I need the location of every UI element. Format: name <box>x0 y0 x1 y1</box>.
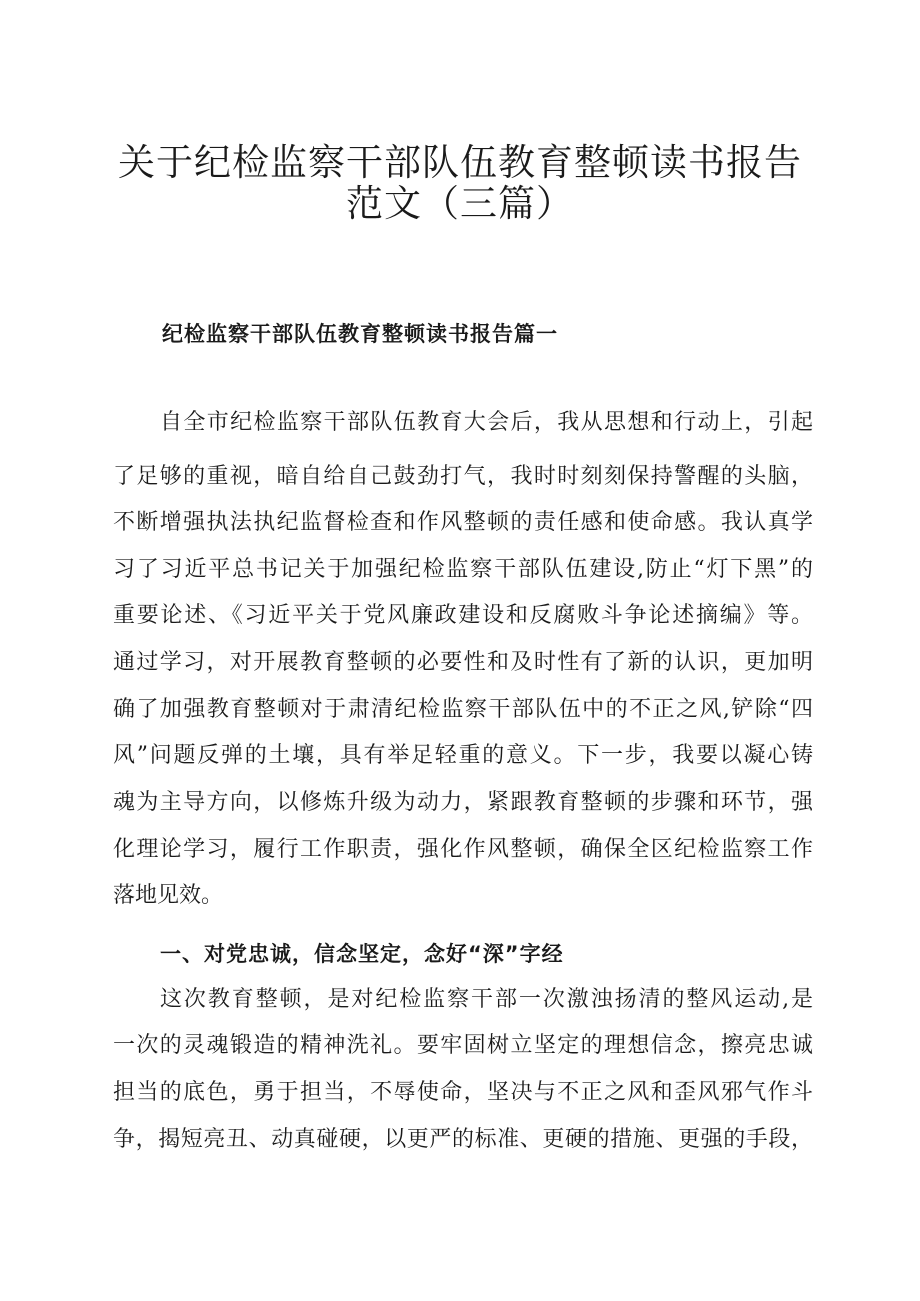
paragraph-line: 重要论述、《习近平关于党风廉政建设和反腐败斗争论述摘编》等。 <box>113 603 813 628</box>
document-title-line-1: 关于纪检监察干部队伍教育整顿读书报告 <box>118 141 802 184</box>
paragraph-line: 通过学习，对开展教育整顿的必要性和及时性有了新的认识，更加明 <box>113 650 813 675</box>
paragraph-line: 自全市纪检监察干部队伍教育大会后，我从思想和行动上，引起 <box>160 410 813 435</box>
paragraph-line: 化理论学习，履行工作职责，强化作风整顿，确保全区纪检监察工作 <box>113 837 813 862</box>
paragraph-line: 魂为主导方向，以修炼升级为动力，紧跟教育整顿的步骤和环节，强 <box>113 790 813 815</box>
paragraph-line: 了足够的重视，暗自给自己鼓劲打气，我时时刻刻保持警醒的头脑， <box>113 464 813 489</box>
paragraph-line: 担当的底色，勇于担当，不辱使命，坚决与不正之风和歪风邪气作斗 <box>113 1080 813 1105</box>
sub-heading: 一、对党忠诚，信念坚定，念好“深”字经 <box>160 942 564 966</box>
paragraph-line: 风”问题反弹的土壤，具有举足轻重的意义。下一步，我要以凝心铸 <box>113 743 813 768</box>
section-heading: 纪检监察干部队伍教育整顿读书报告篇一 <box>162 322 558 346</box>
paragraph-line: 落地见效。 <box>113 883 224 908</box>
paragraph-line: 习了习近平总书记关于加强纪检监察干部队伍建设,防止“灯下黑”的 <box>113 557 813 582</box>
paragraph-line: 争，揭短亮丑、动真碰硬，以更严的标准、更硬的措施、更强的手段， <box>113 1127 813 1152</box>
paragraph-line: 不断增强执法执纪监督检查和作风整顿的责任感和使命感。我认真学 <box>113 510 813 535</box>
paragraph-line: 一次的灵魂锻造的精神洗礼。要牢固树立坚定的理想信念，擦亮忠诚 <box>113 1033 813 1058</box>
paragraph-line: 这次教育整顿，是对纪检监察干部一次激浊扬清的整风运动,是 <box>160 987 813 1012</box>
document-title-line-2: 范文（三篇） <box>346 182 574 225</box>
paragraph-line: 确了加强教育整顿对于肃清纪检监察干部队伍中的不正之风,铲除“四 <box>113 697 813 722</box>
